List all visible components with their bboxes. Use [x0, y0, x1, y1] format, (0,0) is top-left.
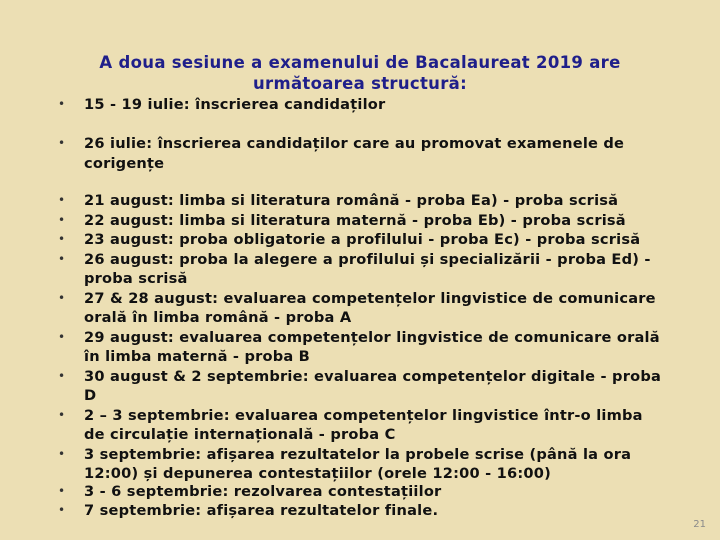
- slide-title: [40, 52, 680, 94]
- bullet-icon: •: [58, 503, 66, 517]
- list-item-text: 30 august & 2 septembrie: evaluarea competențelor digitale - proba D: [84, 367, 662, 404]
- list-item: [58, 191, 668, 211]
- list-item: [58, 482, 668, 502]
- list-item: [58, 211, 668, 231]
- bullet-icon: •: [58, 329, 66, 344]
- list-item-text: 2 – 3 septembrie: evaluarea competențelor lingvistice într-o limba de circulație internațională - proba C: [84, 406, 643, 443]
- list-item-text: 3 - 6 septembrie: rezolvarea contestațiilor: [84, 482, 442, 500]
- bullet-icon: •: [58, 290, 66, 305]
- list-item-text: 23 august: proba obligatorie a profilului - proba Ec) - proba scrisă: [84, 231, 641, 248]
- list-item-text: 26 august: proba la alegere a profilului și specializării - proba Ed) - proba scrisă: [84, 250, 651, 287]
- list-item: [58, 250, 668, 289]
- list-item: [58, 445, 668, 484]
- bullet-icon: •: [58, 232, 66, 246]
- slide-title-line-1: A doua sesiune a examenului de Bacalaureat 2019 are: [99, 53, 621, 72]
- bullet-icon: •: [58, 97, 66, 111]
- bullet-icon: •: [58, 193, 66, 207]
- bullet-icon: •: [58, 368, 66, 383]
- list-item: [58, 289, 668, 328]
- list-item: [58, 95, 668, 115]
- list-item: [58, 367, 668, 406]
- list-item-text: 15 - 19 iulie: înscrierea candidaților: [84, 96, 386, 113]
- bullet-icon: •: [58, 407, 66, 422]
- bullet-icon: •: [58, 136, 66, 150]
- list-item-text: 7 septembrie: afișarea rezultatelor finale.: [84, 502, 439, 519]
- list-item: [58, 134, 668, 173]
- list-item-text: 27 & 28 august: evaluarea competențelor lingvistice de comunicare orală în limba română - proba A: [84, 289, 656, 326]
- bullet-icon: •: [58, 251, 66, 266]
- list-item: [58, 328, 668, 367]
- page-number: 21: [693, 519, 706, 530]
- bullet-icon: •: [58, 212, 66, 227]
- bullet-icon: •: [58, 483, 66, 498]
- list-item-text: 21 august: limba si literatura română - proba Ea) - proba scrisă: [84, 192, 619, 209]
- list-item: [58, 230, 668, 250]
- bullet-icon: •: [58, 446, 66, 461]
- list-item: [58, 501, 668, 521]
- list-item: [58, 406, 668, 445]
- list-item-text: 29 august: evaluarea competențelor lingvistice de comunicare orală în limba maternă - proba B: [84, 328, 660, 365]
- slide-title-line-2: următoarea structură:: [253, 74, 467, 93]
- list-item-text: 3 septembrie: afișarea rezultatelor la probele scrise (până la ora 12:00) și depunerea contestațiilor (orele 12:00 - 16:00): [84, 445, 632, 482]
- list-item-text: 26 iulie: înscrierea candidaților care au promovat examenele de corigențe: [84, 135, 625, 172]
- list-item-text: 22 august: limba si literatura maternă - proba Eb) - proba scrisă: [84, 211, 626, 229]
